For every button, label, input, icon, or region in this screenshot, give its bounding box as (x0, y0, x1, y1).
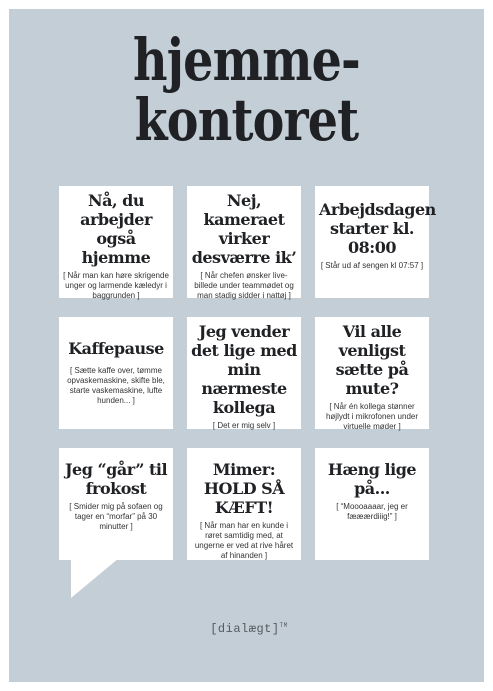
speech-card (59, 317, 173, 429)
card-note: [ Når man kan høre skrigende unger og larmende kæledyr i baggrunden ] (63, 271, 169, 300)
card-heading: Vil alle venligst sætte på mute? (335, 322, 409, 398)
card-heading: Arbejdsdagen starter kl. 08:00 (319, 200, 436, 257)
card-heading: Mimer: HOLD SÅ KÆFT! (203, 460, 285, 517)
trademark-mark: TM (279, 622, 288, 629)
speech-card (59, 448, 173, 560)
card-note: [ Smider mig på sofaen og tager en “morfar” på 30 minutter ] (69, 502, 163, 531)
speech-bubble-tail (71, 558, 119, 598)
card-note: [ Når man har en kunde i røret samtidig med, at ungerne er ved at rive håret af hinanden ] (194, 521, 294, 560)
speech-card (187, 186, 301, 298)
title-line-2: kontoret (134, 86, 359, 154)
card-note: [ Står ud af sengen kl 07:57 ] (320, 261, 424, 270)
card-heading: Nå, du arbejder også hjemme (80, 191, 152, 267)
speech-card (315, 186, 436, 298)
speech-card (315, 448, 429, 560)
card-note: [ Når chefen ønsker live-billede under teammødet og man stadig sidder i nattøj ] (194, 271, 294, 300)
card-heading: Kaffepause (68, 339, 164, 358)
logo-text: [dialægt] (210, 622, 280, 636)
poster (9, 9, 484, 682)
speech-card (187, 448, 301, 560)
brand-logo (209, 622, 289, 636)
speech-card (59, 186, 173, 298)
title-line-1: hjemme- (133, 26, 360, 94)
card-note: [ Det er mig selv ] (212, 421, 276, 430)
card-heading: Jeg “går” til frokost (64, 460, 168, 498)
speech-card (187, 317, 301, 429)
speech-card (315, 317, 429, 429)
card-heading: Hæng lige på... (327, 460, 417, 498)
card-heading: Jeg vender det lige med min nærmeste kollega (191, 322, 297, 417)
card-note: [ “Moooaaaar, jeg er fææærdiiig!” ] (336, 502, 408, 521)
card-note: [ Sætte kaffe over, tømme opvaskemaskine, skifte ble, starte vaskemaskine, lufte hunden... ] (67, 366, 165, 405)
card-note: [ Når én kollega stønner højlydt i mikrofonen under virtuelle møder ] (325, 402, 419, 431)
card-heading: Nej, kameraet virker desværre ik’ (191, 191, 297, 267)
